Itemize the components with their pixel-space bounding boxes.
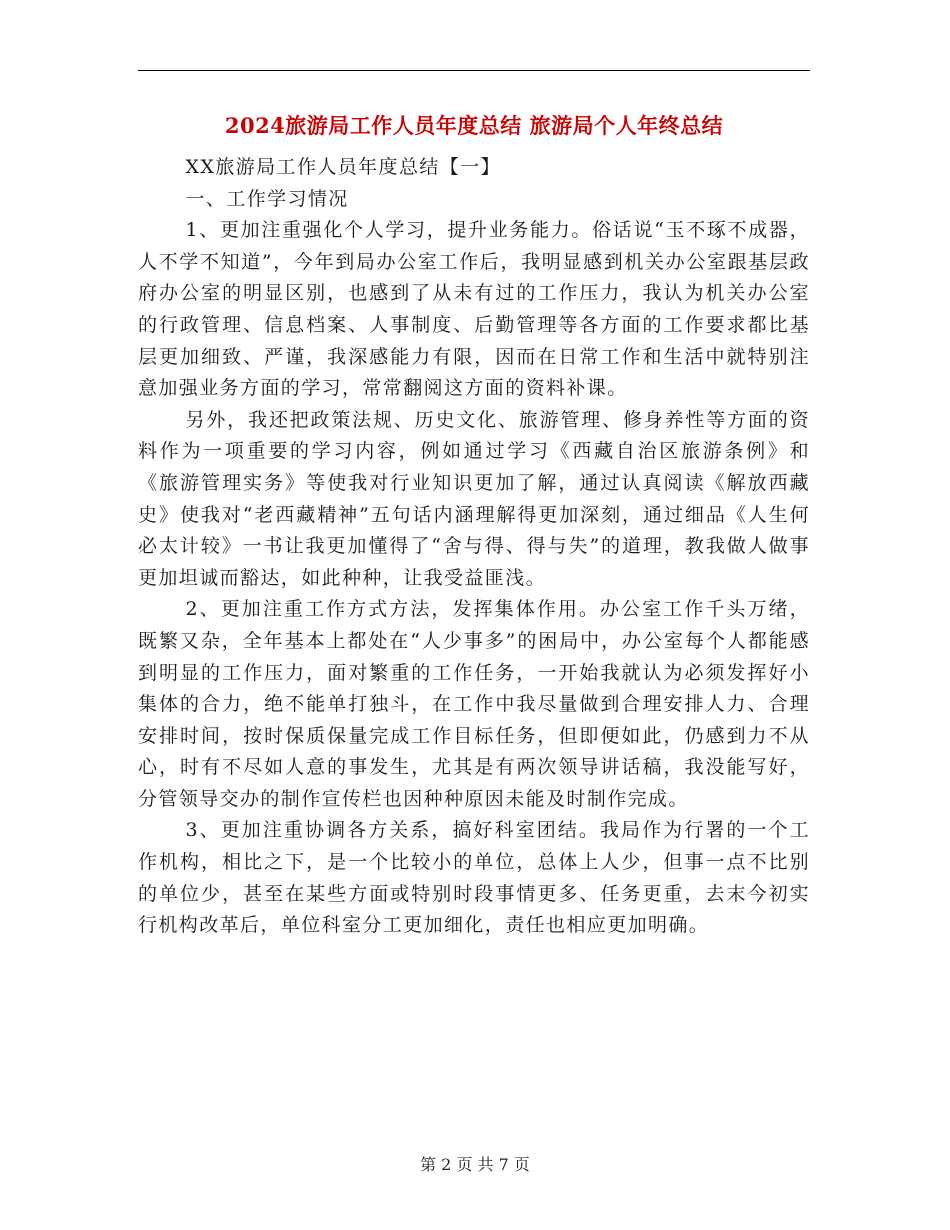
subsection-heading: 一、工作学习情况 xyxy=(185,187,349,210)
body-paragraph: 1、更加注重强化个人学习，提升业务能力。俗话说“玉不琢不成器，人不学不知道”，今年到局办公室工作后，我明显感到机关办公室跟基层政府办公室的明显区别，也感到了从未有过的工作压力，我认为机关办公室的行政管理、信息档案、人事制度、后勤管理等各方面的工作要求都比基层更加细致、严谨，我深感能力有限，因而在日常工作和生活中就特别注意加强业务方面的学习，常常翻阅这方面的资料补课。 xyxy=(138,219,810,400)
page-footer xyxy=(0,1152,950,1175)
document-body xyxy=(138,152,810,942)
body-paragraph: 2、更加注重工作方式方法，发挥集体作用。办公室工作千头万绪，既繁又杂，全年基本上都处在“人少事多”的困局中，办公室每个人都能感到明显的工作压力，面对繁重的工作任务，一开始我就认为必须发挥好小集体的合力，绝不能单打独斗，在工作中我尽量做到合理安排人力、合理安排时间，按时保质保量完成工作目标任务，但即便如此，仍感到力不从心，时有不尽如人意的事发生，尤其是有两次领导讲话稿，我没能写好，分管领导交办的制作宣传栏也因种种原因未能及时制作完成。 xyxy=(138,598,810,810)
body-paragraph: 3、更加注重协调各方关系，搞好科室团结。我局作为行署的一个工作机构，相比之下，是一个比较小的单位，总体上人少，但事一点不比别的单位少，甚至在某些方面或特别时段事情更多、任务更重，去末今初实行机构改革后，单位科室分工更加细化，责任也相应更加明确。 xyxy=(138,819,810,937)
page-number: 第 2 页 共 7 页 xyxy=(420,1155,530,1174)
document-title: 2024旅游局工作人员年度总结 旅游局个人年终总结 xyxy=(224,113,724,138)
header-rule xyxy=(138,70,810,71)
section-heading: XX旅游局工作人员年度总结【一】 xyxy=(185,156,501,178)
body-paragraph: 另外，我还把政策法规、历史文化、旅游管理、修身养性等方面的资料作为一项重要的学习内容，例如通过学习《西藏自治区旅游条例》和《旅游管理实务》等使我对行业知识更加了解，通过认真阅读《解放西藏史》使我对“老西藏精神”五句话内涵理解得更加深刻，通过细品《人生何必太计较》一书让我更加懂得了“舍与得、得与失”的道理，教我做人做事更加坦诚而豁达，如此种种，让我受益匪浅。 xyxy=(138,408,810,589)
